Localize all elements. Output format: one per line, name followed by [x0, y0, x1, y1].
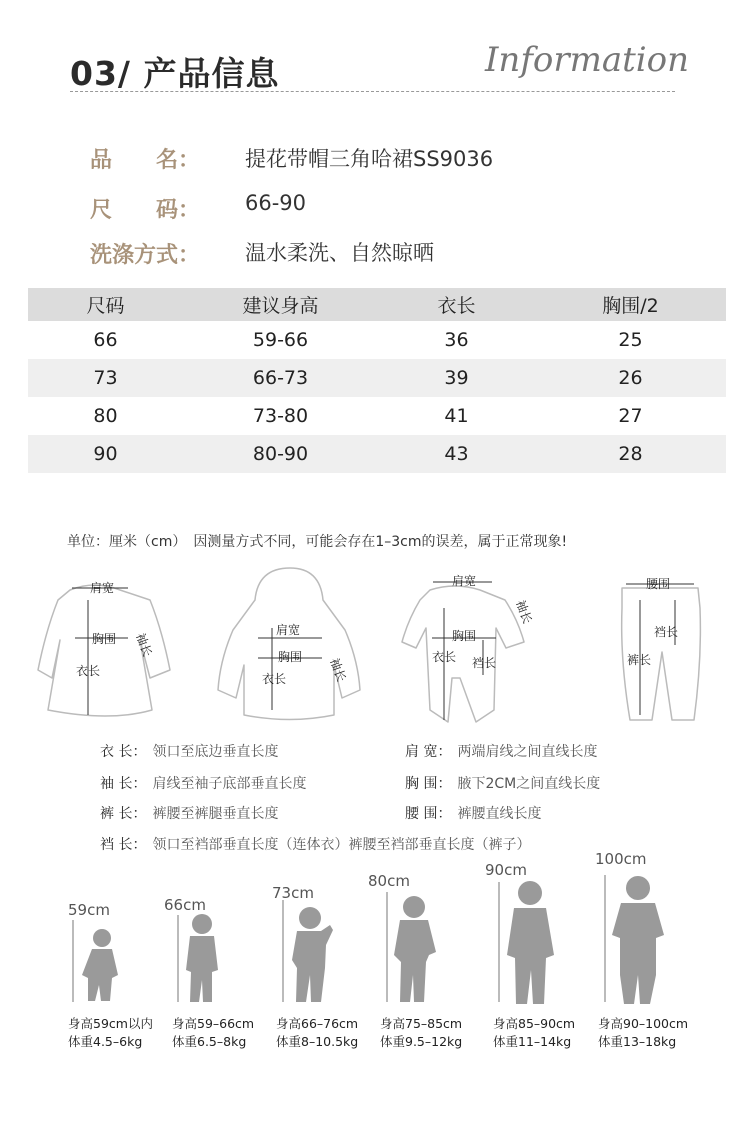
- romper-length-label: 衣长: [432, 650, 457, 664]
- caption-weight: 体重6.5–8kg: [172, 1034, 247, 1049]
- page-title: 03/ 产品信息: [70, 54, 280, 93]
- table-cell: 39: [444, 367, 469, 389]
- measure-term: 胸 围：: [405, 776, 452, 792]
- height-label: 80cm: [368, 872, 410, 890]
- table-cell: 80: [93, 405, 118, 427]
- measure-desc: 两端肩线之间直线长度: [457, 744, 598, 760]
- measure-desc: 腋下2CM之间直线长度: [457, 776, 601, 792]
- table-cell: 43: [444, 443, 469, 465]
- baby-caption: [598, 1015, 688, 1051]
- pants-length-label: 裤长: [627, 653, 652, 667]
- height-label: 100cm: [595, 850, 647, 868]
- measure-term: 衣 长：: [100, 744, 147, 760]
- baby-caption: [380, 1015, 462, 1051]
- table-cell: 66: [93, 329, 118, 351]
- name-label: 品 名：: [90, 148, 201, 173]
- baby-silhouette-80: [394, 896, 436, 1002]
- caption-height: 身高59–66cm: [172, 1016, 255, 1031]
- pants-crotch-label: 裆长: [654, 625, 679, 639]
- caption-weight: 体重8–10.5kg: [276, 1034, 359, 1049]
- caption-height: 身高75–85cm: [380, 1016, 463, 1031]
- wash-value: 温水柔洗、自然晾晒: [245, 241, 434, 265]
- baby-silhouette-100: [612, 876, 664, 1004]
- dress-shoulder-label: 肩宽: [90, 581, 115, 595]
- measure-term: 肩 宽：: [405, 744, 452, 760]
- baby-silhouette-59: [82, 929, 118, 1001]
- table-header-cell: 尺码: [86, 295, 125, 317]
- caption-height: 身高66–76cm: [276, 1016, 359, 1031]
- measure-desc: 裤腰直线长度: [457, 806, 542, 822]
- table-cell: 73: [93, 367, 118, 389]
- caption-height: 身高59cm以内: [68, 1016, 153, 1031]
- caption-weight: 体重9.5–12kg: [380, 1034, 463, 1049]
- measure-term: 裤 长：: [100, 806, 147, 822]
- size-label: 尺 码：: [90, 198, 201, 223]
- table-cell: 90: [93, 443, 118, 465]
- height-label: 73cm: [272, 884, 314, 902]
- height-label: 66cm: [164, 896, 206, 914]
- jacket-shoulder-label: 肩宽: [276, 623, 301, 637]
- measure-term: 袖 长：: [100, 776, 147, 792]
- pants-waist-label: 腰围: [646, 577, 671, 591]
- jacket-sleeve-label: 袖长: [327, 656, 349, 684]
- baby-caption: [172, 1015, 254, 1051]
- wash-label: 洗涤方式：: [90, 243, 201, 268]
- table-cell: 41: [444, 405, 469, 427]
- romper-crotch-label: 裆长: [472, 656, 497, 670]
- name-value: 提花带帽三角哈裙SS9036: [245, 147, 494, 171]
- baby-silhouette-66: [186, 914, 218, 1002]
- romper-sleeve-label: 袖长: [513, 598, 535, 626]
- table-header-cell: 建议身高: [242, 295, 319, 317]
- romper-shoulder-label: 肩宽: [452, 574, 477, 588]
- table-cell: 80-90: [252, 443, 309, 465]
- measure-term: 裆 长：: [100, 837, 147, 853]
- caption-weight: 体重4.5–6kg: [68, 1034, 143, 1049]
- table-cell: 28: [618, 443, 643, 465]
- table-cell: 66-73: [252, 367, 309, 389]
- table-header-cell: 胸围/2: [602, 295, 659, 317]
- dress-sleeve-label: 袖长: [133, 631, 155, 659]
- baby-caption: [493, 1015, 575, 1051]
- caption-height: 身高85–90cm: [493, 1016, 576, 1031]
- romper-chest-label: 胸围: [452, 629, 477, 643]
- measure-term: 腰 围：: [405, 806, 452, 822]
- baby-silhouette-90: [507, 881, 554, 1004]
- caption-height: 身高90–100cm: [598, 1016, 689, 1031]
- measure-desc: 领口至底边垂直长度: [152, 744, 279, 760]
- baby-caption: [276, 1015, 358, 1051]
- dress-length-label: 衣长: [76, 664, 101, 678]
- measure-desc: 领口至裆部垂直长度（连体衣）裤腰至裆部垂直长度（裤子）: [152, 837, 531, 853]
- table-cell: 26: [618, 367, 643, 389]
- baby-silhouette-73: [292, 907, 333, 1002]
- jacket-length-label: 衣长: [262, 672, 287, 686]
- caption-weight: 体重13–18kg: [598, 1034, 677, 1049]
- table-cell: 25: [618, 329, 643, 351]
- measure-desc: 肩线至袖子底部垂直长度: [152, 776, 307, 792]
- table-cell: 59-66: [252, 329, 309, 351]
- dress-chest-label: 胸围: [92, 632, 117, 646]
- script-decoration: Information: [485, 40, 690, 80]
- jacket-chest-label: 胸围: [278, 650, 303, 664]
- table-cell: 27: [618, 405, 643, 427]
- measurement-note: 单位：厘米（cm） 因测量方式不同，可能会存在1–3cm的误差，属于正常现象!: [67, 534, 568, 550]
- baby-caption: [68, 1015, 153, 1051]
- table-cell: 36: [444, 329, 469, 351]
- caption-weight: 体重11–14kg: [493, 1034, 572, 1049]
- measure-desc: 裤腰至裤腿垂直长度: [152, 806, 279, 822]
- height-label: 90cm: [485, 861, 527, 879]
- table-header-cell: 衣长: [437, 295, 476, 317]
- size-value: 66-90: [245, 191, 307, 215]
- height-label: 59cm: [68, 901, 110, 919]
- table-cell: 73-80: [252, 405, 309, 427]
